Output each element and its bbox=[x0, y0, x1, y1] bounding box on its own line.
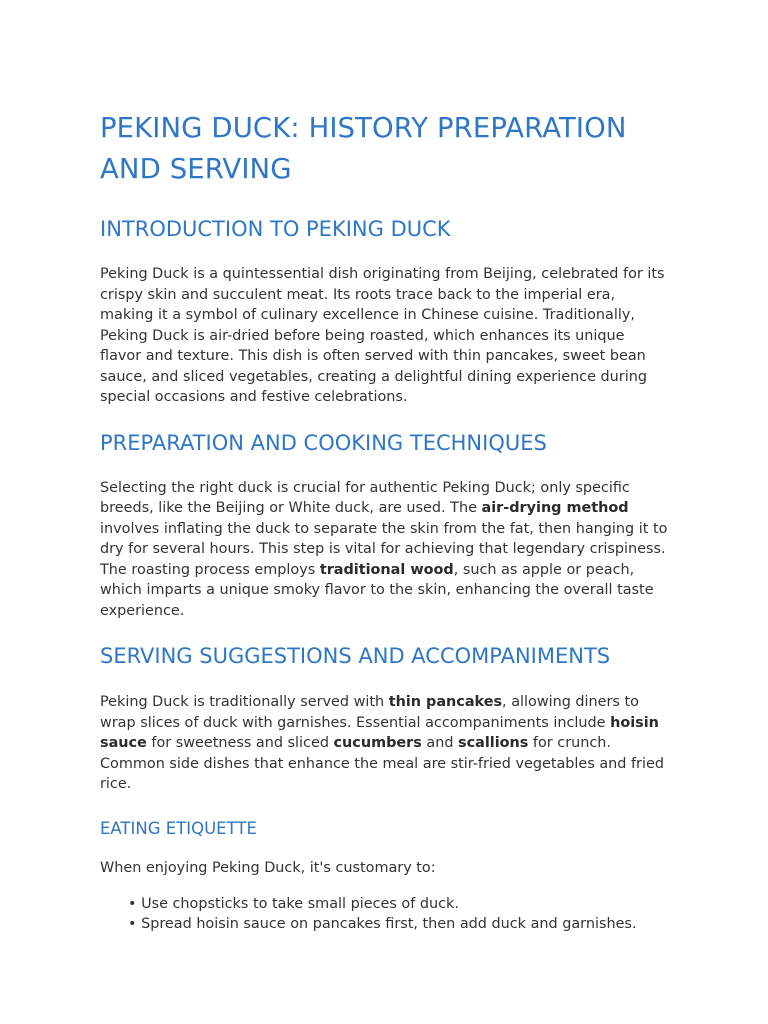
list-item: • Spread hoisin sauce on pancakes first, then add duck and garnishes. bbox=[128, 916, 637, 933]
serving-bold-scallions: scallions bbox=[458, 735, 529, 751]
serving-bold-cucumbers: cucumbers bbox=[333, 735, 422, 751]
etiquette-intro: When enjoying Peking Duck, it's customary to: bbox=[100, 859, 436, 876]
serving-text: for sweetness and sliced bbox=[146, 735, 334, 751]
document-title: PEKING DUCK: HISTORY PREPARATION AND SERVING bbox=[100, 112, 627, 185]
serving-text: and bbox=[421, 735, 459, 751]
serving-text: for crunch. Common side dishes that enhance the meal are stir-fried vegetables and fried rice. bbox=[100, 735, 664, 792]
preparation-paragraph bbox=[100, 478, 668, 622]
serving-text: Peking Duck is traditionally served with bbox=[100, 694, 389, 710]
serving-bold-hoisin-sauce: hoisin sauce bbox=[100, 714, 659, 751]
serving-paragraph bbox=[100, 692, 668, 795]
preparation-text: , such as apple or peach, which imparts a unique smoky flavor to the skin, enhancing the overall taste experience. bbox=[100, 561, 654, 619]
list-item: • Use chopsticks to take small pieces of duck. bbox=[128, 896, 459, 912]
serving-text: , allowing diners to wrap slices of duck with garnishes. Essential accompaniments include bbox=[100, 694, 639, 731]
preparation-text: Selecting the right duck is crucial for authentic Peking Duck; only specific breeds, like the Beijing or White duck, are used. The bbox=[100, 479, 630, 516]
serving-bold-thin-pancakes: thin pancakes bbox=[388, 694, 503, 710]
etiquette-list bbox=[100, 894, 668, 934]
subsection-heading-etiquette: EATING ETIQUETTE bbox=[100, 818, 257, 838]
section-heading-preparation: PREPARATION AND COOKING TECHNIQUES bbox=[100, 430, 547, 455]
section-heading-introduction: INTRODUCTION TO PEKING DUCK bbox=[100, 217, 451, 241]
preparation-bold-air-drying: air-drying method bbox=[481, 500, 629, 516]
introduction-paragraph: Peking Duck is a quintessential dish originating from Beijing, celebrated for its crispy skin and succulent meat. Its roots trace back to the imperial era, making it a symbol of culinary excellence in Chinese cuisine. Traditionally, Peking Duck is air-dried before being roasted, which enhances its unique flavor and texture. This dish is often served with thin pancakes, sweet bean sauce, and sliced vegetables, creating a delightful dining experience during special occasions and festive celebrations. bbox=[100, 266, 665, 405]
section-heading-serving: SERVING SUGGESTIONS AND ACCOMPANIMENTS bbox=[100, 644, 611, 668]
preparation-bold-traditional-wood: traditional wood bbox=[319, 561, 454, 578]
preparation-text: involves inflating the duck to separate the skin from the fat, then hanging it to dry for several hours. This step is vital for achieving that legendary crispiness. The roasting process employs bbox=[100, 520, 668, 578]
